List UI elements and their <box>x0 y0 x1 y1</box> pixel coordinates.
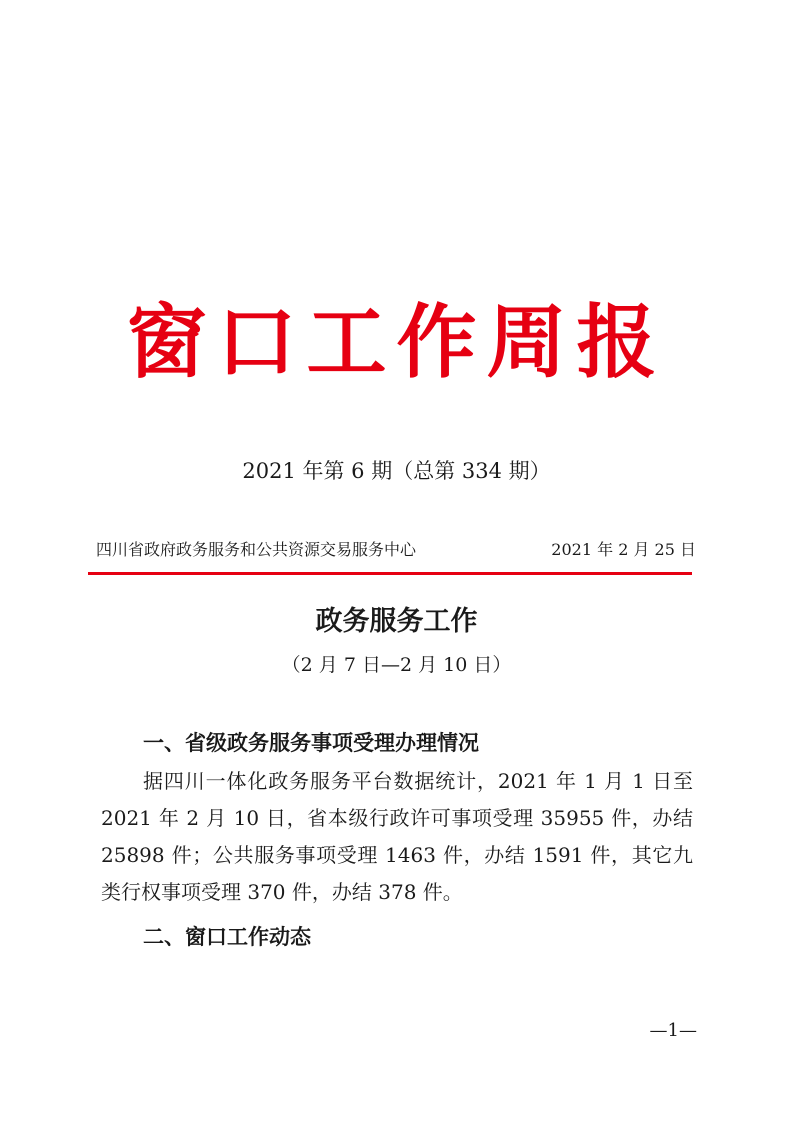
masthead-title: 窗口工作周报 <box>126 295 667 389</box>
issue-date: 2021 年 2 月 25 日 <box>551 540 696 559</box>
section-heading-2: 二、窗口工作动态 <box>143 925 311 949</box>
section-1-paragraph: 据四川一体化政务服务平台数据统计，2021 年 1 月 1 日至 2021 年 2 月 10 日，省本级行政许可事项受理 35955 件，办结 25898 件；公共服务事项受理 1463 件，办结 1591 件，其它九类行权事项受理 370 件，办结 378 件。 <box>101 769 693 904</box>
masthead-divider <box>88 572 692 575</box>
issuer-name: 四川省政府政务服务和公共资源交易服务中心 <box>96 540 417 559</box>
issuer-row <box>88 536 698 564</box>
article-title: 政务服务工作 <box>315 606 478 637</box>
section-heading-1: 一、省级政务服务事项受理办理情况 <box>143 731 479 755</box>
article-date-range: （2 月 7 日—2 月 10 日） <box>281 654 512 676</box>
issue-number: 2021 年第 6 期（总第 334 期） <box>242 459 551 483</box>
page-number: —1— <box>649 1020 697 1041</box>
